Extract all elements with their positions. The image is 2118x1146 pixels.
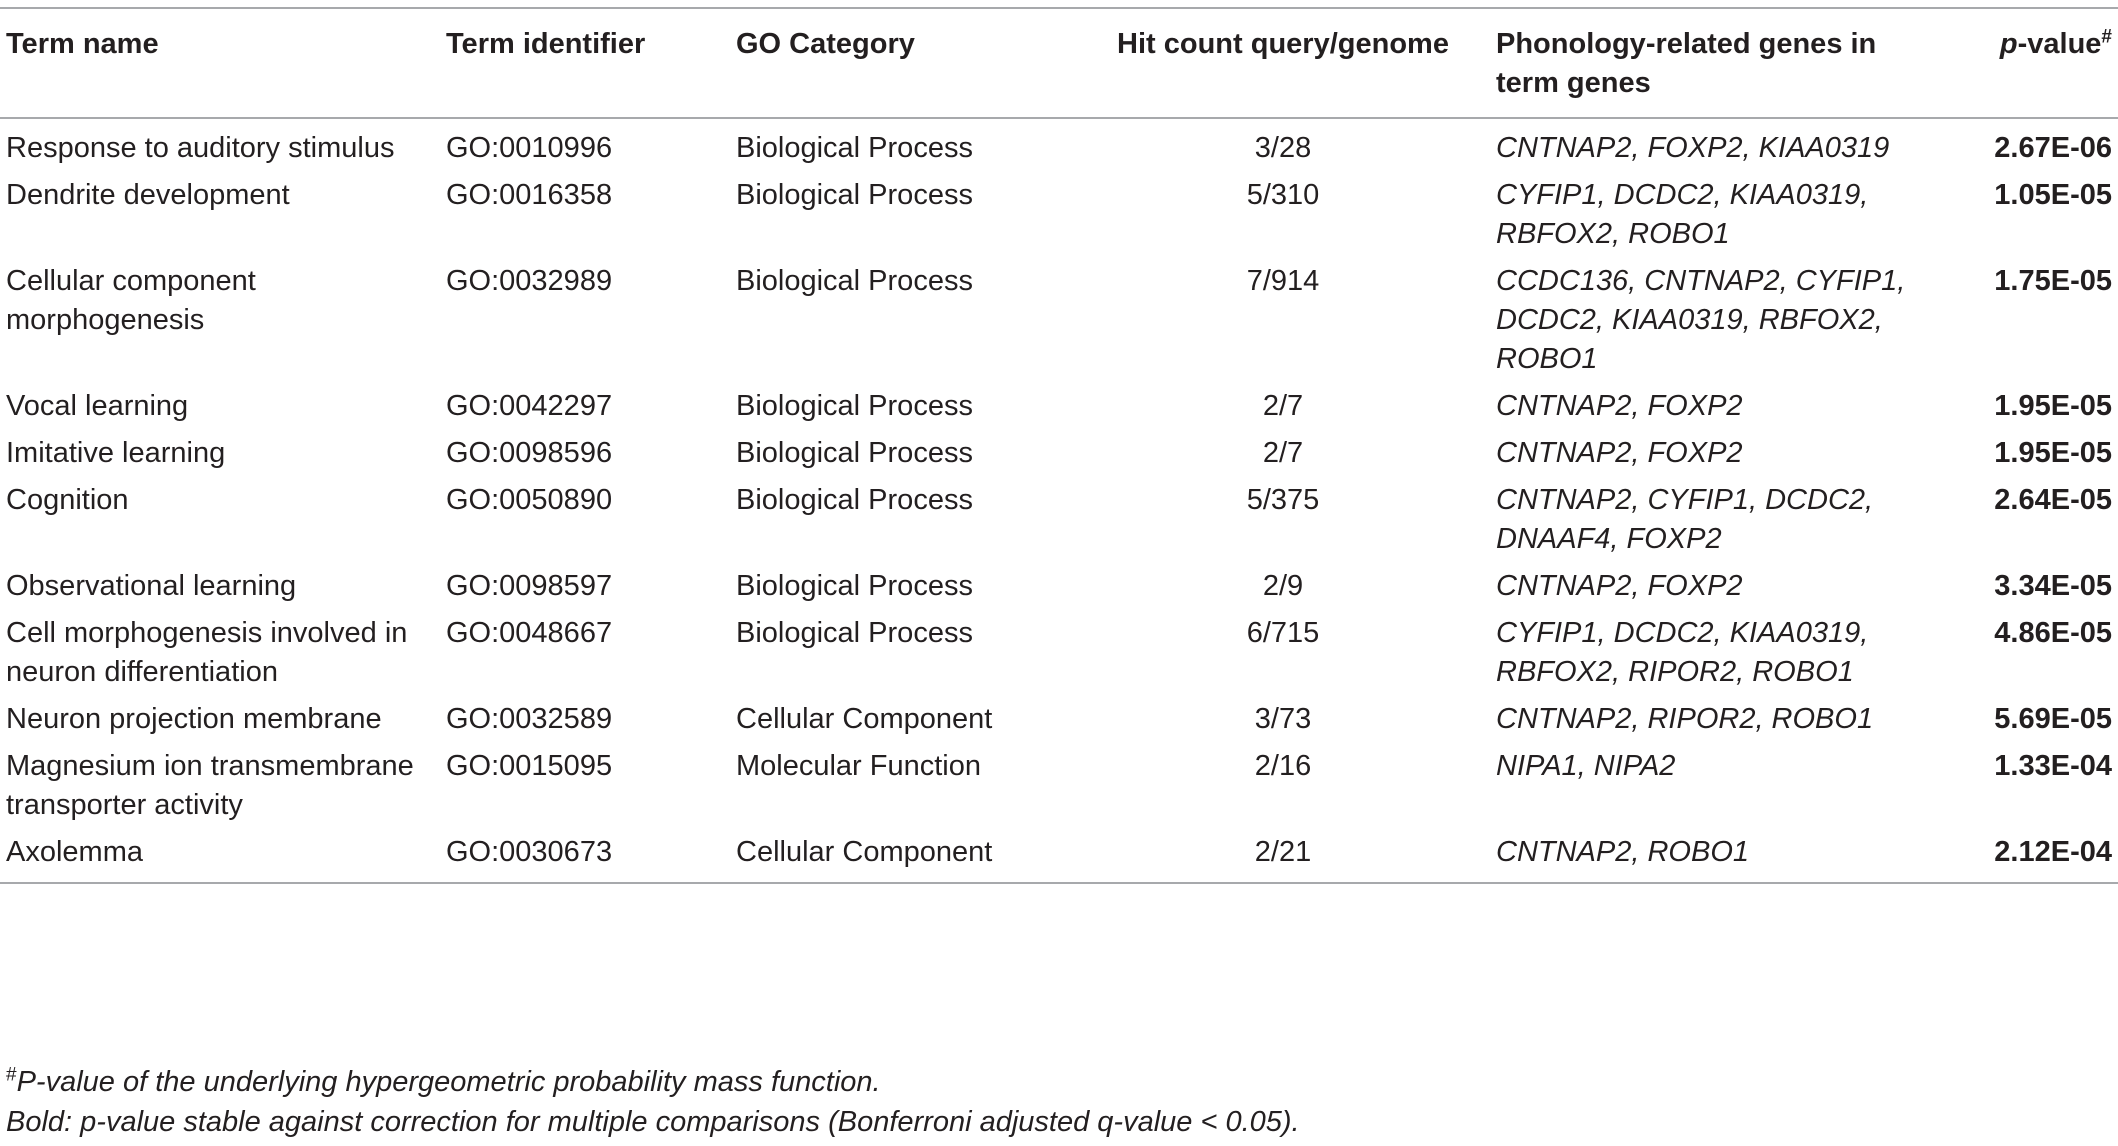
cell-term-name: Neuron projection membrane	[6, 703, 382, 735]
cell-pvalue: 4.86E-05	[1994, 617, 2112, 649]
header-genes-line1: Phonology-related genes in	[1496, 28, 1877, 60]
cell-go-category: Biological Process	[736, 179, 973, 211]
cell-hit-count: 2/7	[1262, 390, 1304, 422]
cell-genes: CNTNAP2, FOXP2	[1496, 390, 1743, 422]
cell-go-category: Biological Process	[736, 132, 973, 164]
cell-hit-count: 2/16	[1254, 750, 1312, 782]
cell-genes: CNTNAP2, CYFIP1, DCDC2, DNAAF4, FOXP2	[1496, 484, 1874, 555]
table-row	[0, 747, 2118, 833]
header-pvalue-p: p	[1999, 28, 2018, 60]
cell-pvalue: 1.33E-04	[1994, 750, 2112, 782]
table-row	[0, 833, 2118, 883]
cell-genes: CNTNAP2, FOXP2	[1496, 437, 1743, 469]
cell-term-name: Vocal learning	[6, 390, 189, 422]
table-row	[0, 481, 2118, 567]
cell-genes: CNTNAP2, FOXP2	[1496, 570, 1743, 602]
cell-go-category: Cellular Component	[736, 703, 993, 735]
footnote-mark: #	[6, 1064, 17, 1086]
cell-term-identifier: GO:0050890	[446, 484, 613, 516]
cell-term-identifier: GO:0042297	[446, 390, 613, 422]
cell-hit-count: 2/21	[1254, 836, 1312, 868]
cell-hit-count: 2/7	[1262, 437, 1304, 469]
cell-term-identifier: GO:0016358	[446, 179, 613, 211]
cell-term-identifier: GO:0015095	[446, 750, 613, 782]
footnote-1	[6, 1063, 881, 1101]
cell-term-name: Response to auditory stimulus	[6, 132, 395, 164]
cell-genes: CYFIP1, DCDC2, KIAA0319, RBFOX2, RIPOR2, ROBO1	[1496, 617, 1869, 688]
cell-genes: CYFIP1, DCDC2, KIAA0319, RBFOX2, ROBO1	[1496, 179, 1869, 250]
cell-genes: CNTNAP2, FOXP2, KIAA0319	[1496, 132, 1890, 164]
cell-term-name: Axolemma	[6, 836, 143, 868]
cell-term-name: Cognition	[6, 484, 129, 516]
header-term-identifier: Term identifier	[446, 28, 646, 60]
cell-go-category: Molecular Function	[736, 750, 981, 782]
footnote-1-text: P-value of the underlying hypergeometric probability mass function.	[16, 1066, 881, 1098]
cell-hit-count: 5/375	[1246, 484, 1320, 516]
cell-term-identifier: GO:0098597	[446, 570, 613, 602]
cell-hit-count: 3/28	[1254, 132, 1312, 164]
cell-pvalue: 5.69E-05	[1994, 703, 2112, 735]
cell-term-name: Cell morphogenesis involved in neuron differentiation	[6, 617, 408, 688]
cell-term-name: Cellular component morphogenesis	[6, 265, 256, 336]
cell-go-category: Biological Process	[736, 617, 973, 649]
header-row	[0, 8, 2118, 118]
cell-pvalue: 1.75E-05	[1994, 265, 2112, 297]
cell-pvalue: 2.67E-06	[1994, 132, 2112, 164]
cell-pvalue: 1.05E-05	[1994, 179, 2112, 211]
cell-hit-count: 5/310	[1246, 179, 1320, 211]
table-body	[0, 118, 2118, 883]
cell-go-category: Biological Process	[736, 390, 973, 422]
cell-genes: CNTNAP2, RIPOR2, ROBO1	[1496, 703, 1874, 735]
cell-genes: CNTNAP2, ROBO1	[1496, 836, 1749, 868]
table-header	[0, 8, 2118, 118]
cell-hit-count: 2/9	[1262, 570, 1304, 602]
header-genes-line2: term genes	[1496, 67, 1651, 99]
table-row	[0, 700, 2118, 747]
cell-hit-count: 7/914	[1246, 265, 1320, 297]
cell-term-identifier: GO:0098596	[446, 437, 613, 469]
cell-term-identifier: GO:0010996	[446, 132, 613, 164]
cell-go-category: Biological Process	[736, 265, 973, 297]
table-row	[0, 387, 2118, 434]
cell-hit-count: 6/715	[1246, 617, 1320, 649]
cell-term-name: Observational learning	[6, 570, 297, 602]
cell-go-category: Biological Process	[736, 484, 973, 516]
footnote-2	[6, 1103, 1300, 1141]
cell-pvalue: 2.64E-05	[1994, 484, 2112, 516]
footnote-2-text: Bold: p-value stable against correction for multiple comparisons (Bonferroni adjusted q-value < 0.05).	[6, 1106, 1300, 1138]
header-genes	[1490, 8, 1980, 118]
go-terms-table	[0, 7, 2118, 884]
cell-go-category: Biological Process	[736, 570, 973, 602]
header-pvalue	[1980, 8, 2118, 118]
cell-term-identifier: GO:0032989	[446, 265, 613, 297]
header-pvalue-mark: #	[2101, 26, 2112, 48]
cell-go-category: Cellular Component	[736, 836, 993, 868]
cell-term-name: Magnesium ion transmembrane transporter activity	[6, 750, 414, 821]
table-row	[0, 434, 2118, 481]
cell-term-identifier: GO:0030673	[446, 836, 613, 868]
cell-hit-count: 3/73	[1254, 703, 1312, 735]
table-row	[0, 176, 2118, 262]
cell-term-name: Dendrite development	[6, 179, 290, 211]
cell-term-identifier: GO:0032589	[446, 703, 613, 735]
cell-pvalue: 1.95E-05	[1994, 437, 2112, 469]
cell-go-category: Biological Process	[736, 437, 973, 469]
table-row	[0, 614, 2118, 700]
header-go-category: GO Category	[736, 28, 915, 60]
table-row	[0, 118, 2118, 176]
cell-genes: NIPA1, NIPA2	[1496, 750, 1676, 782]
cell-term-identifier: GO:0048667	[446, 617, 613, 649]
table-row	[0, 262, 2118, 387]
table-row	[0, 567, 2118, 614]
cell-pvalue: 3.34E-05	[1994, 570, 2112, 602]
cell-genes: CCDC136, CNTNAP2, CYFIP1, DCDC2, KIAA0319, RBFOX2, ROBO1	[1496, 265, 1906, 375]
cell-pvalue: 2.12E-04	[1994, 836, 2112, 868]
header-pvalue-text: -value	[2017, 28, 2102, 60]
cell-pvalue: 1.95E-05	[1994, 390, 2112, 422]
header-hit-count: Hit count query/genome	[1117, 28, 1449, 60]
header-term-name: Term name	[6, 28, 159, 60]
cell-term-name: Imitative learning	[6, 437, 226, 469]
